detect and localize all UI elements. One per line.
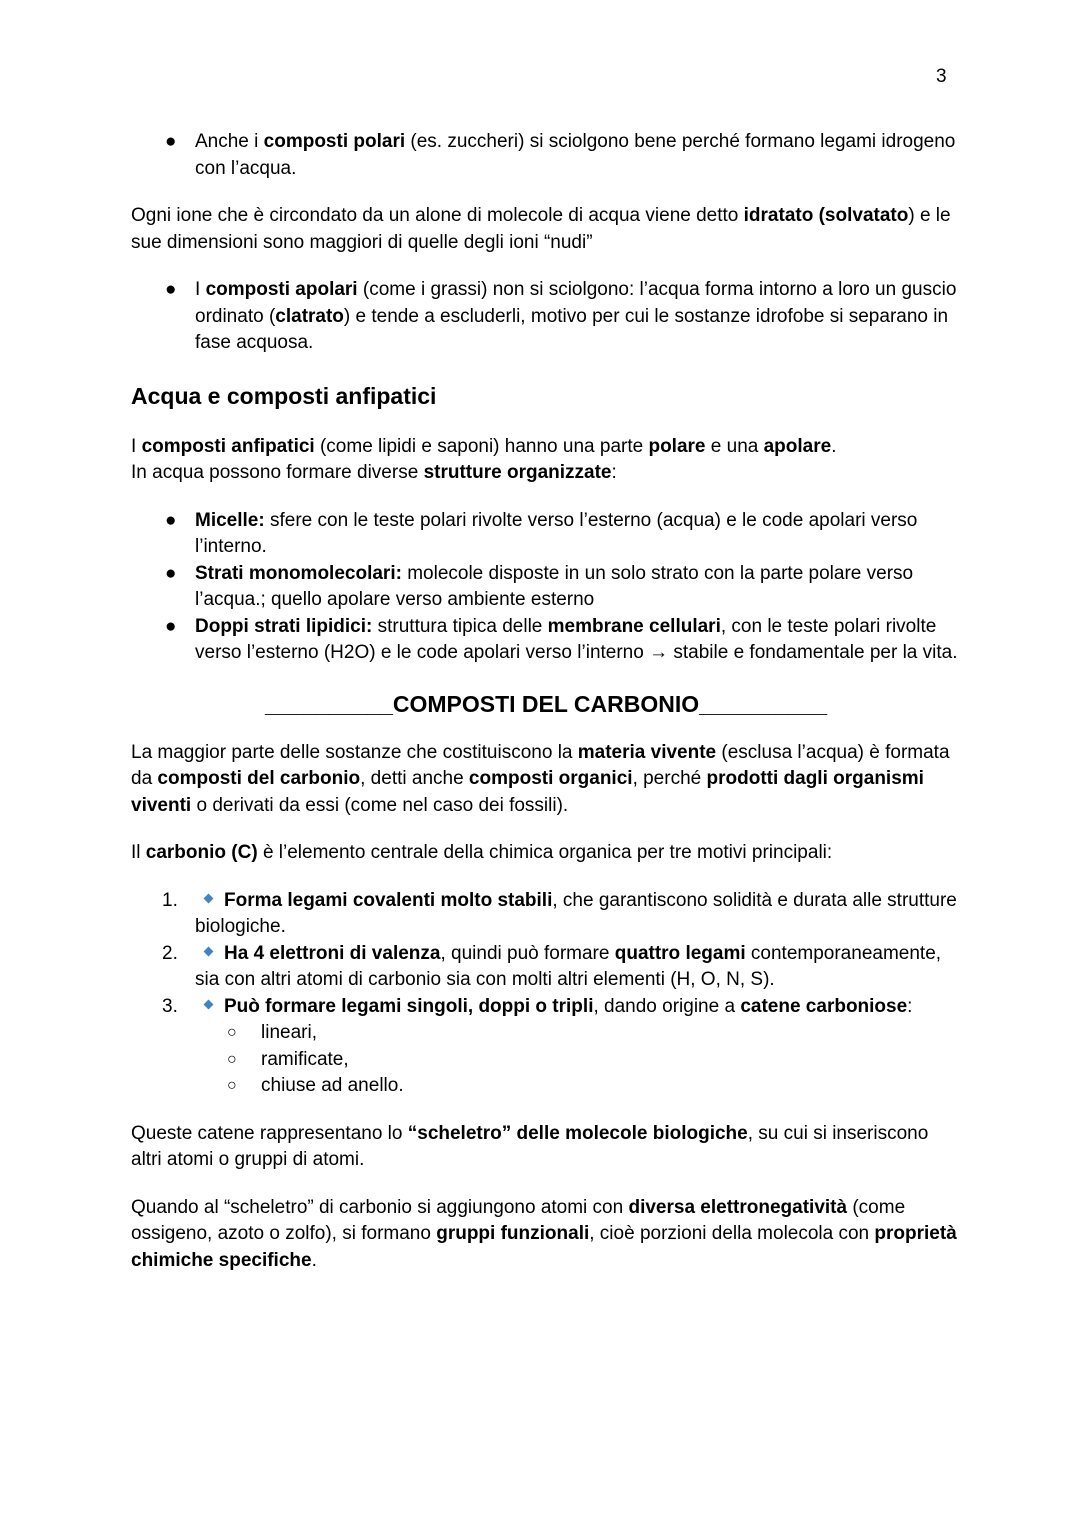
text: I [131,435,142,457]
text: Queste catene rappresentano lo [131,1122,408,1144]
bold-text: Micelle: [195,509,265,531]
list-item-reason-2 [131,941,961,994]
list-number: 2. [162,942,178,964]
bold-text: Può formare legami singoli, doppi o tripli [224,995,594,1017]
text: molecole disposte in un solo strato con la parte polare verso l’acqua.; quello apolare verso ambiente esterno [195,562,914,610]
paragraph-anfipatici [131,434,961,487]
list-item-reason-1 [131,888,961,941]
text: , detti anche [360,768,469,789]
bullet-marker: ● [165,615,177,637]
list-item-bilayer [131,614,961,667]
bullet-polar-compounds [131,129,961,182]
bullet-marker: ● [165,131,177,152]
paragraph-carbonio [131,840,961,867]
text: Ogni ione che è circondato da un alone di molecole di acqua viene detto [131,205,744,226]
bold-text: apolare [763,435,832,457]
text: (come ossigeno, azoto o zolfo), si formano [131,1196,906,1244]
bold-text: composti del carbonio [157,768,361,789]
bold-text: composti anfipatici [141,435,315,457]
text: chiuse ad anello. [261,1075,404,1096]
text: e una [705,435,764,457]
text: , con le teste polari rivolte verso l’esterno (H2O) e le code apolari verso l’interno → stabile e fondamentale per la vita. [195,615,958,663]
bold-text: polare [648,435,706,457]
bold-text: Forma legami covalenti molto stabili [224,889,553,911]
sub-bullet-marker: ○ [227,1077,237,1094]
structures-list [131,508,961,667]
diamond-bullet-icon [204,1000,214,1010]
text: è l’elemento centrale della chimica organica per tre motivi principali: [257,842,833,863]
polar-bullet-list [131,129,961,182]
bold-text: Doppi strati lipidici: [195,615,373,637]
bullet-marker: ● [165,279,177,300]
text: sfere con le teste polari rivolte verso l’esterno (acqua) e le code apolari verso l’interno. [195,509,918,557]
text: La maggior parte delle sostanze che costituiscono la [131,741,578,763]
bold-text: composti polari [263,131,406,152]
text: In acqua possono formare diverse [131,462,424,483]
text: : [907,995,913,1017]
bold-text: diversa elettronegatività [628,1196,848,1218]
paragraph-ion [131,203,961,256]
bold-text: materia vivente [577,741,717,763]
text: lineari, [261,1022,317,1043]
bold-text: idratato [743,205,814,226]
text: contemporaneamente, sia con altri atomi di carbonio sia con molti altri elementi (H, O, N, S). [195,942,942,990]
text: Anche i [195,131,264,152]
list-item-chain-linear [195,1020,961,1047]
list-item-chain-ring [195,1073,961,1100]
list-item-micelle [131,508,961,561]
text: (esclusa l’acqua) è formata da [131,741,950,789]
chain-types-list [195,1020,961,1100]
text: struttura tipica delle [372,615,548,637]
bold-text: clatrato [275,305,344,327]
bold-text: quattro legami [614,942,746,964]
apolar-bullet-list [131,277,961,357]
text: ) e le sue dimensioni sono maggiori di quelle degli ioni “nudi” [131,205,951,253]
text: ramificate, [261,1048,349,1070]
text: (come lipidi e saponi) hanno una parte [314,435,649,457]
reasons-list [131,888,961,1100]
list-number: 3. [162,995,178,1017]
page-number: 3 [936,66,947,87]
text: , su cui si inseriscono altri atomi o gruppi di atomi. [131,1122,929,1170]
text: (come i grassi) non si sciolgono: l’acqua forma intorno a loro un guscio ordinato ( [195,279,957,327]
bold-text: membrane cellulari [547,615,721,637]
bullet-marker: ● [165,509,177,531]
text: Quando al “scheletro” di carbonio si aggiungono atomi con [131,1196,629,1218]
text: . [311,1249,317,1271]
paragraph-materia-vivente [131,740,961,820]
section-heading-anfipatici: Acqua e composti anfipatici [131,382,437,409]
text: , perché [632,768,707,789]
bullet-marker: ● [165,562,177,584]
text: , cioè porzioni della molecola con [589,1223,875,1244]
bold-text: carbonio (C) [145,842,258,863]
document-body [131,129,961,1274]
diamond-bullet-icon [204,894,214,904]
sub-bullet-marker: ○ [227,1024,237,1041]
list-item-reason-3 [131,994,961,1100]
text: ) e tende a escluderli, motivo per cui le sostanze idrofobe si separano in fase acquosa. [195,305,949,353]
bold-text: Ha 4 elettroni di valenza [224,942,441,964]
list-item-chain-branched [195,1047,961,1074]
list-item-monomolecular [131,561,961,614]
bold-text: prodotti dagli organismi viventi [131,768,924,816]
list-number: 1. [162,889,178,911]
bold-text: proprietà chimiche specifiche [131,1223,957,1271]
bold-text: Strati monomolecolari: [195,562,402,584]
text: I [195,279,206,300]
sub-bullet-marker: ○ [227,1050,237,1068]
text: . [831,435,837,457]
paragraph-gruppi-funzionali [131,1195,961,1275]
text: , che garantiscono solidità e durata alle strutture biologiche. [195,889,957,937]
section-title-carbonio: __________COMPOSTI DEL CARBONIO__________ [264,690,828,717]
text: (es. zuccheri) si sciolgono bene perché formano legami idrogeno con l’acqua. [195,131,956,179]
text: , dando origine a [593,995,741,1017]
bold-text: catene carboniose [740,995,908,1017]
text: , quindi può formare [440,942,615,964]
text: Il [131,842,146,863]
bold-text: (solvatato [818,205,909,226]
bold-text: gruppi funzionali [436,1223,590,1244]
bold-text: strutture organizzate [423,462,612,483]
bold-text: composti apolari [205,279,358,300]
bullet-apolar-compounds [131,277,961,357]
diamond-bullet-icon [204,947,214,957]
text: : [611,462,617,483]
bold-text: “scheletro” delle molecole biologiche [407,1122,748,1144]
text: o derivati da essi (come nel caso dei fossili). [191,794,569,816]
bold-text: composti organici [468,768,633,789]
paragraph-scheletro [131,1121,961,1174]
